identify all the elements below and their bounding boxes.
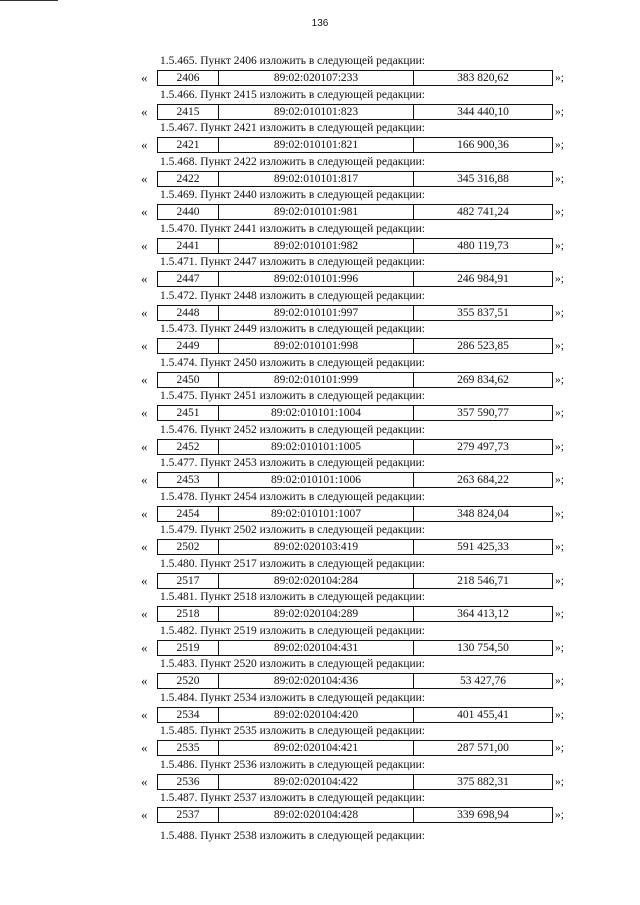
open-quote: « [141,438,148,454]
open-quote: « [141,338,148,353]
item-number-cell: 2502 [158,540,219,554]
close-quote: »; [555,574,564,587]
cadastral-number-cell: 89:02:020104:436 [219,674,414,688]
open-quote: « [141,271,148,286]
amendment-list [0,54,640,825]
value-cell: 287 571,00 [457,742,509,754]
value-cell: 375 882,31 [457,775,509,788]
amendment-entry [0,590,640,624]
entry-caption: 1.5.476. Пункт 2452 изложить в следующей редакции: [160,423,425,436]
item-number-cell: 2537 [158,808,219,822]
open-quote: « [141,706,148,722]
close-quote: »; [555,675,564,687]
entry-table-row [157,573,553,589]
cadastral-number-cell: 89:02:010101:996 [219,272,414,286]
entry-table-row [157,104,553,120]
cadastral-number-cell: 89:02:020104:428 [219,808,414,822]
open-quote: « [141,405,148,420]
entry-caption: 1.5.480. Пункт 2517 изложить в следующей редакции: [160,557,425,570]
close-quote: »; [555,139,564,151]
amendment-entry [0,188,640,222]
value-cell: 53 427,76 [460,675,506,687]
item-number-cell: 2447 [158,272,219,286]
entry-table-row [157,606,553,622]
entry-caption: 1.5.466. Пункт 2415 изложить в следующей редакции: [160,88,425,101]
open-quote: « [141,137,148,152]
amendment-entry [0,88,640,122]
entry-caption: 1.5.479. Пункт 2502 изложить в следующей редакции: [160,524,425,536]
open-quote: « [141,773,148,789]
amendment-entry [0,155,640,189]
amendment-entry [0,222,640,256]
entry-table-row [157,673,553,689]
amendment-entry [0,121,640,155]
open-quote: « [141,237,148,253]
cadastral-number-cell: 89:02:020107:233 [219,71,414,85]
cadastral-number-cell: 89:02:010101:1005 [219,440,414,454]
amendment-entry [0,289,640,323]
cadastral-number-cell: 89:02:010101:821 [219,138,414,152]
open-quote: « [141,472,148,487]
cadastral-number-cell: 89:02:020104:289 [219,607,414,621]
amendment-entry [0,724,640,758]
item-number-cell: 2454 [158,507,219,521]
item-number-cell: 2520 [158,674,219,688]
amendment-entry [0,791,640,825]
item-number-cell: 2441 [158,239,219,253]
page-number: 136 [311,18,329,29]
open-quote: « [141,673,148,688]
entry-table-row [157,506,553,522]
entry-table-row [157,640,553,656]
item-number-cell: 2453 [158,473,219,487]
entry-caption: 1.5.484. Пункт 2534 изложить в следующей редакции: [160,691,425,704]
entry-table-row [157,774,553,790]
amendment-entry [0,758,640,792]
entry-table-row [157,338,553,354]
amendment-entry [0,557,640,591]
item-number-cell: 2451 [158,406,219,420]
item-number-cell: 2536 [158,775,219,789]
close-quote: »; [555,775,564,788]
close-quote: »; [555,474,564,486]
cadastral-number-cell: 89:02:020104:420 [219,708,414,722]
close-quote: »; [555,239,564,252]
entry-table-row [157,405,553,421]
entry-caption: 1.5.470. Пункт 2441 изложить в следующей редакции: [160,222,425,235]
amendment-entry [0,54,640,88]
value-cell: 246 984,91 [457,273,509,285]
entry-table-row [157,740,553,756]
entry-table-row [157,539,553,555]
close-quote: »; [555,541,564,553]
open-quote: « [141,639,148,655]
value-cell: 348 824,04 [457,507,509,520]
entry-caption: 1.5.478. Пункт 2454 изложить в следующей редакции: [160,490,425,503]
entry-table-row [157,807,553,823]
close-quote: »; [555,641,564,654]
amendment-entry [0,624,640,658]
value-cell: 286 523,85 [457,340,509,352]
item-number-cell: 2518 [158,607,219,621]
value-cell: 279 497,73 [457,440,509,453]
open-quote: « [141,740,148,755]
cadastral-number-cell: 89:02:010101:1004 [219,406,414,420]
close-quote: »; [555,172,564,185]
entry-table-row [157,204,553,220]
close-quote: »; [555,340,564,352]
entry-caption: 1.5.482. Пункт 2519 изложить в следующей редакции: [160,624,425,637]
cadastral-number-cell: 89:02:020104:284 [219,574,414,588]
value-cell: 482 741,24 [457,206,509,218]
item-number-cell: 2535 [158,741,219,755]
value-cell: 345 316,88 [457,172,509,185]
close-quote: »; [555,742,564,754]
amendment-entry [0,523,640,557]
entry-caption: 1.5.485. Пункт 2535 изложить в следующей редакции: [160,725,425,737]
open-quote: « [141,572,148,588]
item-number-cell: 2450 [158,373,219,387]
top-rule [0,0,58,1]
value-cell: 218 546,71 [457,574,509,587]
amendment-entry [0,423,640,457]
item-number-cell: 2452 [158,440,219,454]
cadastral-number-cell: 89:02:020104:422 [219,775,414,789]
item-number-cell: 2440 [158,205,219,219]
entry-caption: 1.5.469. Пункт 2440 изложить в следующей редакции: [160,189,425,201]
entry-table-row [157,137,553,153]
amendment-entry [0,255,640,289]
entry-caption: 1.5.474. Пункт 2450 изложить в следующей редакции: [160,356,425,369]
close-quote: »; [555,72,564,84]
value-cell: 344 440,10 [457,105,509,118]
value-cell: 269 834,62 [457,373,509,386]
open-quote: « [141,606,148,621]
cadastral-number-cell: 89:02:020103:419 [219,540,414,554]
amendment-entry [0,356,640,390]
value-cell: 339 698,94 [457,809,509,821]
entry-caption: 1.5.468. Пункт 2422 изложить в следующей редакции: [160,155,425,168]
amendment-entry [0,490,640,524]
value-cell: 480 119,73 [457,239,509,252]
entry-caption: 1.5.483. Пункт 2520 изложить в следующей редакции: [160,658,425,670]
item-number-cell: 2406 [158,71,219,85]
entry-table-row [157,439,553,455]
entry-table-row [157,707,553,723]
item-number-cell: 2517 [158,574,219,588]
entry-caption: 1.5.486. Пункт 2536 изложить в следующей редакции: [160,758,425,771]
entry-table-row [157,271,553,287]
entry-caption: 1.5.473. Пункт 2449 изложить в следующей редакции: [160,323,425,335]
open-quote: « [141,70,148,85]
value-cell: 401 455,41 [457,708,509,721]
close-quote: »; [555,608,564,620]
cadastral-number-cell: 89:02:010101:981 [219,205,414,219]
value-cell: 357 590,77 [457,407,509,419]
cadastral-number-cell: 89:02:010101:823 [219,105,414,119]
close-quote: »; [555,809,564,821]
cadastral-number-cell: 89:02:010101:997 [219,306,414,320]
cadastral-number-cell: 89:02:010101:982 [219,239,414,253]
open-quote: « [141,103,148,119]
entry-table-row [157,238,553,254]
entry-caption: 1.5.477. Пункт 2453 изложить в следующей редакции: [160,457,425,469]
entry-table-row [157,305,553,321]
close-quote: »; [555,273,564,285]
open-quote: « [141,170,148,186]
value-cell: 130 754,50 [457,641,509,654]
entry-table-row [157,472,553,488]
open-quote: « [141,304,148,320]
amendment-entry [0,691,640,725]
cadastral-number-cell: 89:02:020104:421 [219,741,414,755]
close-quote: »; [555,440,564,453]
close-quote: »; [555,306,564,319]
cadastral-number-cell: 89:02:010101:999 [219,373,414,387]
entry-caption: 1.5.465. Пункт 2406 изложить в следующей редакции: [160,55,425,67]
item-number-cell: 2534 [158,708,219,722]
open-quote: « [141,539,148,554]
item-number-cell: 2449 [158,339,219,353]
open-quote: « [141,505,148,521]
open-quote: « [141,371,148,387]
close-quote: »; [555,373,564,386]
value-cell: 166 900,36 [457,139,509,151]
entry-table-row [157,171,553,187]
entry-caption: 1.5.467. Пункт 2421 изложить в следующей редакции: [160,122,425,134]
item-number-cell: 2519 [158,641,219,655]
entry-table-row [157,372,553,388]
entry-table-row [157,70,553,86]
open-quote: « [141,204,148,219]
cadastral-number-cell: 89:02:020104:431 [219,641,414,655]
entry-caption: 1.5.481. Пункт 2518 изложить в следующей редакции: [160,591,425,603]
close-quote: »; [555,105,564,118]
value-cell: 364 413,12 [457,608,509,620]
entry-caption: 1.5.475. Пункт 2451 изложить в следующей редакции: [160,390,425,402]
cadastral-number-cell: 89:02:010101:817 [219,172,414,186]
item-number-cell: 2422 [158,172,219,186]
cadastral-number-cell: 89:02:010101:1006 [219,473,414,487]
open-quote: « [141,807,148,822]
cadastral-number-cell: 89:02:010101:1007 [219,507,414,521]
close-quote: »; [555,708,564,721]
entry-caption: 1.5.487. Пункт 2537 изложить в следующей редакции: [160,792,425,804]
value-cell: 355 837,51 [457,306,509,319]
value-cell: 263 684,22 [457,474,509,486]
item-number-cell: 2421 [158,138,219,152]
close-quote: »; [555,206,564,218]
cadastral-number-cell: 89:02:010101:998 [219,339,414,353]
value-cell: 591 425,33 [457,541,509,553]
amendment-entry [0,389,640,423]
item-number-cell: 2448 [158,306,219,320]
value-cell: 383 820,62 [457,72,509,84]
close-quote: »; [555,507,564,520]
item-number-cell: 2415 [158,105,219,119]
trailing-caption: 1.5.488. Пункт 2538 изложить в следующей редакции: [160,830,425,842]
entry-caption: 1.5.471. Пункт 2447 изложить в следующей редакции: [160,256,425,268]
amendment-entry [0,456,640,490]
amendment-entry [0,322,640,356]
close-quote: »; [555,407,564,419]
amendment-entry [0,657,640,691]
entry-caption: 1.5.472. Пункт 2448 изложить в следующей редакции: [160,289,425,302]
